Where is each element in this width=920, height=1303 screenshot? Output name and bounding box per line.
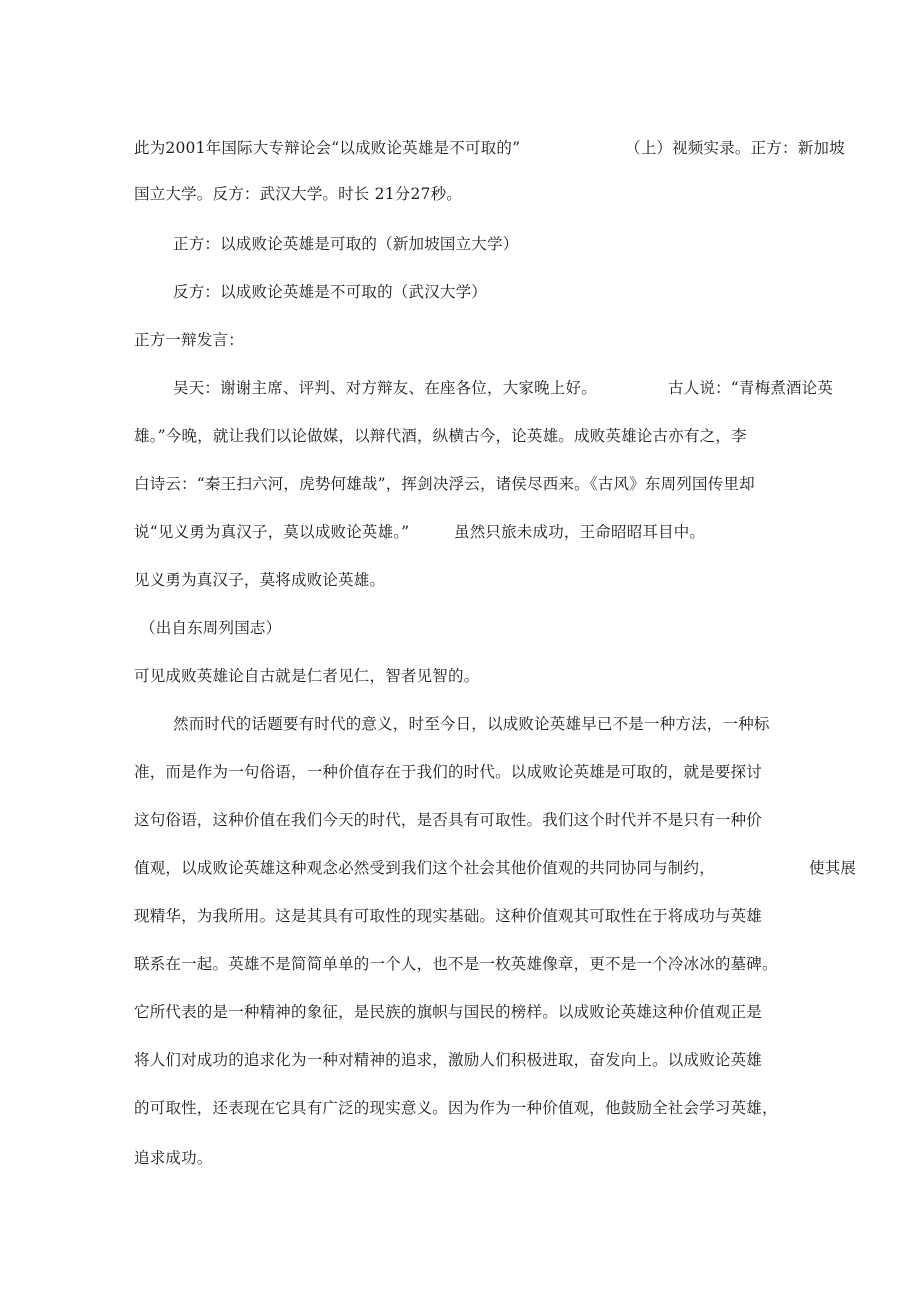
speech-line: 将人们对成功的追求化为一种对精神的追求，激励人们积极进取，奋发向上。以成败论英雄 <box>134 1051 763 1069</box>
speech-text: 吴天：谢谢主席、评判、对方辩友、在座各位，大家晚上好。 <box>173 379 597 397</box>
speech-text: 使其展 <box>809 859 857 877</box>
speech-line: 它所代表的是一种精神的象征，是民族的旗帜与国民的榜样。以成败论英雄这种价值观正是 <box>134 1003 763 1021</box>
speech-line: 然而时代的话题要有时代的意义，时至今日，以成败论英雄早已不是一种方法，一种标 <box>173 715 770 733</box>
speaker-heading: 正方一辩发言： <box>134 331 244 349</box>
speech-text: 值观，以成败论英雄这种观念必然受到我们这个社会其他价值观的共同协同与制约， <box>134 859 715 877</box>
intro-title-continuation: （上）视频实录。正方：新加坡 <box>625 139 845 157</box>
speech-text: 说“见义勇为真汉子，莫以成败论英雄。” <box>134 523 410 541</box>
negative-side: 反方：以成败论英雄是不可取的（武汉大学） <box>173 283 488 301</box>
intro-line-2: 国立大学。反方：武汉大学。时长 21分27秒。 <box>134 185 462 203</box>
speech-line: 追求成功。 <box>134 1149 213 1167</box>
speech-line: 的可取性，还表现在它具有广泛的现实意义。因为作为一种价值观，他鼓励全社会学习英雄， <box>134 1099 778 1117</box>
speech-line: 准，而是作为一句俗语，一种价值存在于我们的时代。以成败论英雄是可取的，就是要探讨 <box>134 763 763 781</box>
speech-text: 虽然只旅未成功，王命昭昭耳目中。 <box>454 523 706 541</box>
speech-line: 现精华，为我所用。这是其具有可取性的现实基础。这种价值观其可取性在于将成功与英雄 <box>134 907 763 925</box>
speech-line: 雄。”今晚，就让我们以论做媒，以辩代酒，纵横古今，论英雄。成败英雄论古亦有之，李 <box>134 427 747 445</box>
speech-line: 见义勇为真汉子，莫将成败论英雄。 <box>134 571 386 589</box>
speech-text: 古人说：“青梅煮酒论英 <box>668 379 834 397</box>
intro-title-text: 此为2001年国际大专辩论会“以成败论英雄是不可取的” <box>134 139 521 157</box>
speech-line: 这句俗语，这种价值在我们今天的时代，是否具有可取性。我们这个时代并不是只有一种价 <box>134 811 763 829</box>
speech-line: 联系在一起。英雄不是简简单单的一个人，也不是一枚英雄像章，更不是一个冷冰冰的墓碑。 <box>134 955 778 973</box>
speech-line: 可见成败英雄论自古就是仁者见仁，智者见智的。 <box>134 667 480 685</box>
speech-line: 白诗云：“秦王扫六河，虎势何雄哉”，挥剑决浮云，诸侯尽西来。《古风》东周列国传里却 <box>134 475 755 493</box>
source-citation: （出自东周列国志） <box>140 619 282 637</box>
affirmative-side: 正方：以成败论英雄是可取的（新加坡国立大学） <box>173 235 519 253</box>
